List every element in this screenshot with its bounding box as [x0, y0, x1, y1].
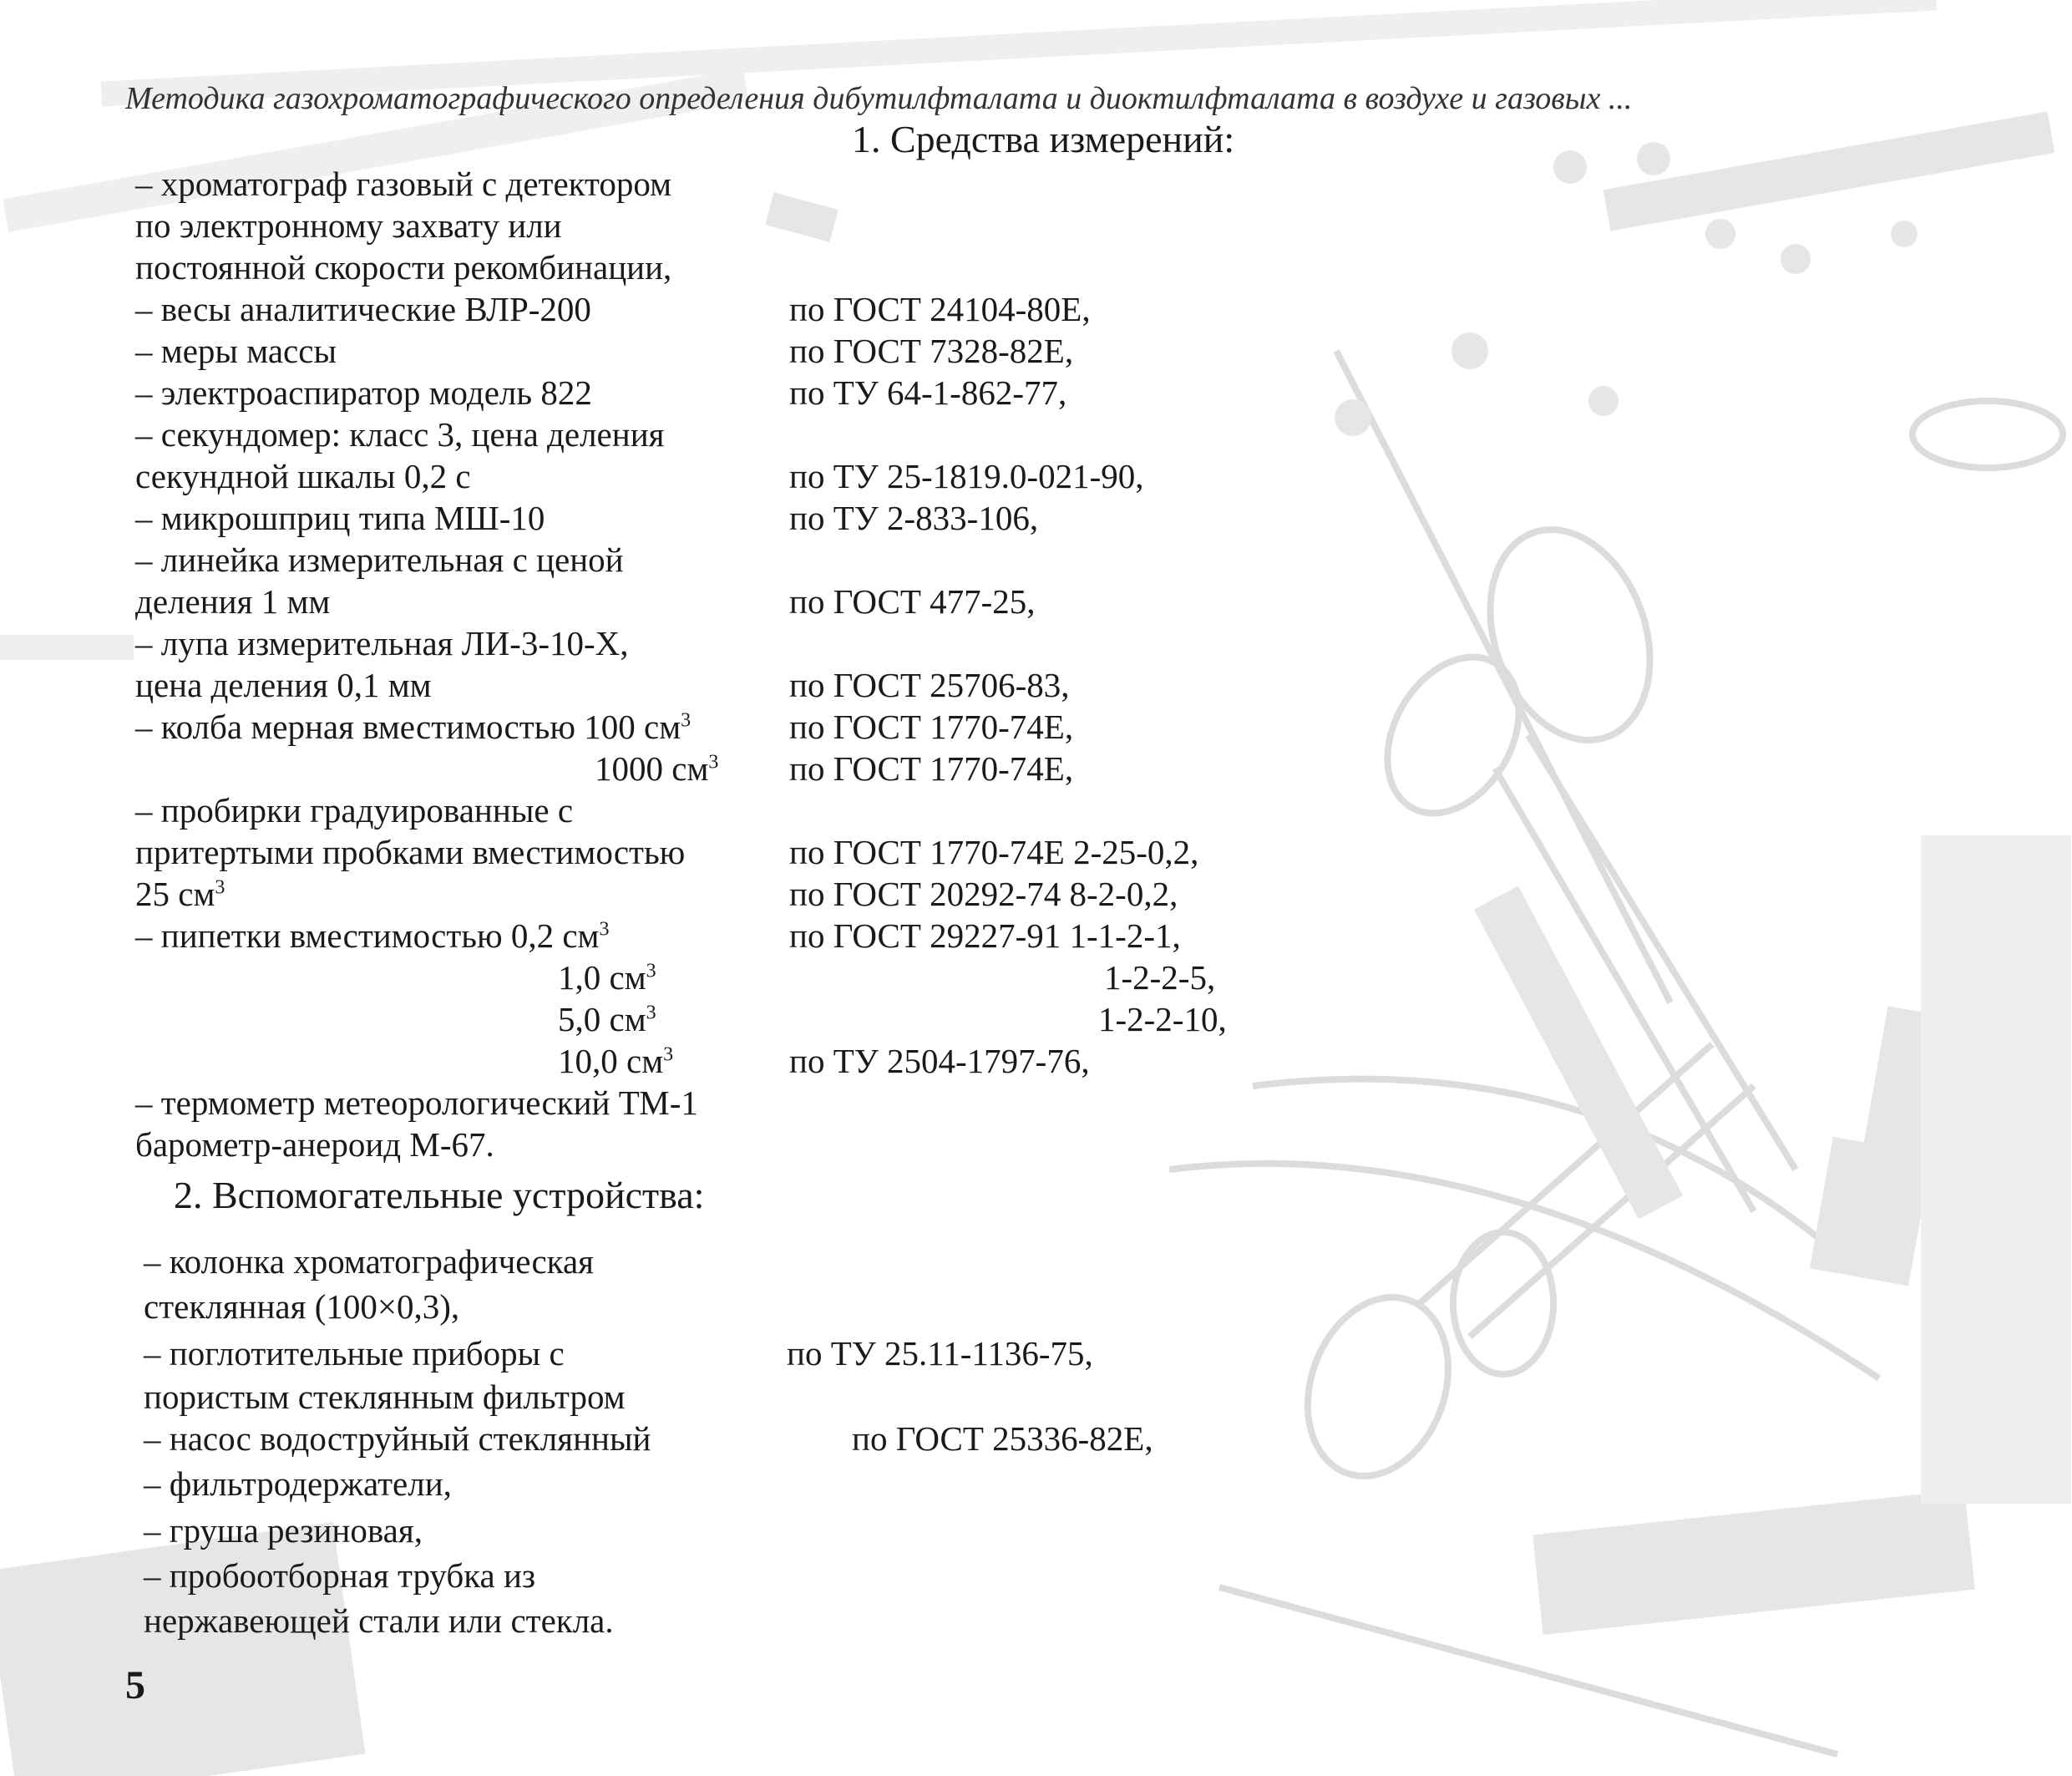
item-line: – термометр метеорологический ТМ-1	[135, 1083, 698, 1122]
page-number: 5	[125, 1663, 145, 1707]
standard-reference: по ТУ 64-1-862-77,	[789, 373, 1067, 412]
item-line: – меры массы	[135, 332, 337, 370]
standard-reference: по ТУ 2504-1797-76,	[789, 1042, 1090, 1080]
standard-reference: по ГОСТ 20292-74 8-2-0,2,	[789, 875, 1178, 913]
standard-reference: по ТУ 25-1819.0-021-90,	[789, 457, 1144, 495]
item-line: пористым стеклянным фильтром	[144, 1378, 626, 1416]
item-line: по электронному захвату или	[135, 206, 562, 245]
item-line: постоянной скорости рекомбинации,	[135, 248, 672, 287]
item-line: 5,0 $см^3$	[558, 1000, 656, 1038]
standard-reference: по ГОСТ 29227-91 1-1-2-1,	[789, 916, 1181, 955]
standard-reference: по ГОСТ 1770-74Е,	[789, 749, 1074, 788]
item-line: – хроматограф газовый с детектором	[135, 165, 672, 203]
item-line: – микрошприц типа МШ-10	[135, 499, 545, 537]
item-line: цена деления 0,1 мм	[135, 666, 432, 704]
item-line: – колба мерная вместимостью 100 $см^3$	[135, 708, 692, 746]
standard-reference: 1-2-2-5,	[1104, 958, 1216, 997]
standard-reference: 1-2-2-10,	[1098, 1000, 1227, 1038]
item-line: – весы аналитические ВЛР-200	[135, 290, 591, 328]
item-line: барометр-анероид М-67.	[135, 1125, 494, 1164]
item-line: притертыми пробками вместимостью	[135, 833, 686, 871]
item-line: – груша резиновая,	[144, 1511, 423, 1550]
item-line: 1,0 $см^3$	[558, 958, 656, 997]
standard-reference: по ГОСТ 7328-82Е,	[789, 332, 1074, 370]
standard-reference: по ГОСТ 1770-74Е 2-25-0,2,	[789, 833, 1199, 871]
item-line: 10,0 $см^3$	[558, 1042, 674, 1080]
item-line: – лупа измерительная ЛИ-3-10-Х,	[135, 624, 629, 662]
standard-reference: по ГОСТ 477-25,	[789, 582, 1036, 621]
item-line: деления 1 мм	[135, 582, 331, 621]
standard-reference: по ГОСТ 24104-80Е,	[789, 290, 1091, 328]
section-1-title: 1. Средства измерений:	[852, 118, 1235, 160]
item-line: – секундомер: класс 3, цена деления	[135, 415, 665, 454]
standard-reference: по ГОСТ 25706-83,	[789, 666, 1070, 704]
standard-reference: по ТУ 25.11-1136-75,	[787, 1334, 1093, 1373]
section-2-title: 2. Вспомогательные устройства:	[174, 1174, 705, 1216]
standard-reference: по ТУ 2-833-106,	[789, 499, 1039, 537]
standard-reference: по ГОСТ 25336-82Е,	[852, 1419, 1153, 1458]
item-line: – пробоотборная трубка из	[144, 1556, 536, 1595]
item-line: – поглотительные приборы с	[144, 1334, 565, 1373]
item-line: 1000 $см^3$	[595, 749, 719, 788]
item-line: 25 $см^3$	[135, 875, 225, 913]
item-line: – насос водоструйный стеклянный	[144, 1419, 651, 1458]
item-line: – пипетки вместимостью 0,2 $см^3$	[135, 916, 610, 955]
item-line: – линейка измерительная с ценой	[135, 540, 624, 579]
item-line: – фильтродержатели,	[144, 1464, 452, 1503]
item-line: – электроаспиратор модель 822	[135, 373, 592, 412]
item-line: – колонка хроматографическая	[144, 1242, 595, 1281]
item-line: нержавеющей стали или стекла.	[144, 1601, 614, 1640]
item-line: секундной шкалы 0,2 с	[135, 457, 471, 495]
item-line: – пробирки градуированные с	[135, 791, 574, 830]
running-header: Методика газохроматографического определения дибутилфталата и диоктилфталата в воздухе и газовых ...	[125, 81, 1633, 116]
standard-reference: по ГОСТ 1770-74Е,	[789, 708, 1074, 746]
item-line: стеклянная (100×0,3),	[144, 1287, 460, 1326]
